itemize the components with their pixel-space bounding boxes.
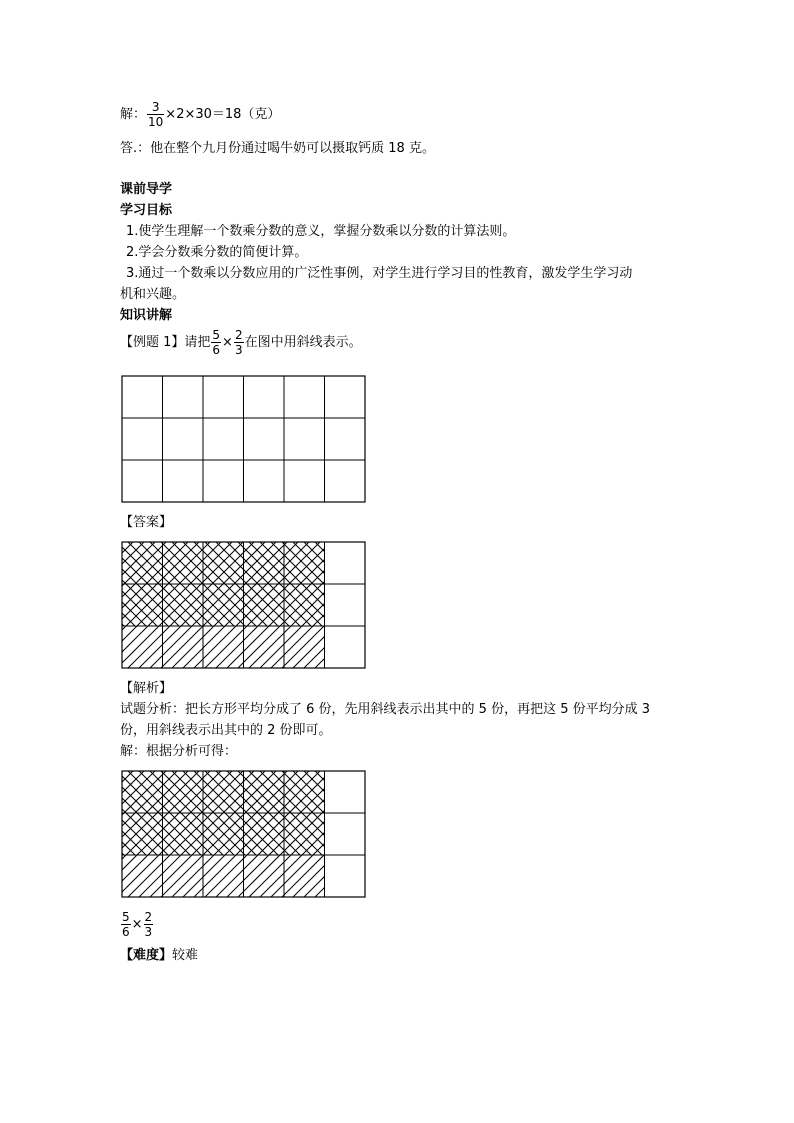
- goals-heading: 学习目标: [120, 203, 173, 218]
- analysis-solution: 解：根据分析可得：: [120, 744, 238, 759]
- analysis-line-1: 试题分析：把长方形平均分成了 6 份，先用斜线表示出其中的 5 份，再把这 5 份平均分成 3: [120, 702, 651, 717]
- solution-expression: ×2×30＝18（克）: [165, 107, 281, 122]
- example-label: 【例题 1】请把: [120, 335, 211, 350]
- empty-grid: [121, 375, 367, 505]
- difficulty-value: 较难: [172, 948, 199, 963]
- fraction-3-10: $\frac{3}{10}$: [148, 100, 164, 129]
- goal-item-3: 3.通过一个数乘以分数应用的广泛性事例，对学生进行学习目的性教育，激发学生学习动: [126, 266, 633, 281]
- difficulty-label: 【难度】: [120, 948, 173, 963]
- analysis-line-2: 份，用斜线表示出其中的 2 份即可。: [120, 723, 332, 738]
- goal-item-3-continued: 机和兴趣。: [120, 287, 186, 302]
- answer-heading: 【答案】: [120, 515, 173, 530]
- intro-solution-line: [120, 100, 280, 129]
- answer-grid: [121, 541, 367, 671]
- final-fraction-2-3: $\frac{2}{3}$: [144, 910, 153, 939]
- final-fraction-5-6: $\frac{5}{6}$: [122, 910, 130, 939]
- final-times-sign: ×: [131, 917, 143, 932]
- times-sign: ×: [222, 335, 233, 350]
- solution-prefix: 解：: [120, 107, 147, 122]
- example-1-question: [120, 328, 362, 357]
- intro-answer: 答.：他在整个九月份通过喝牛奶可以摄取钙质 18 克。: [120, 141, 435, 156]
- preview-heading: 课前导学: [120, 182, 173, 197]
- solution-grid: [121, 770, 367, 900]
- difficulty-line: [120, 947, 198, 965]
- knowledge-heading: 知识讲解: [120, 308, 173, 323]
- analysis-heading: 【解析】: [120, 681, 173, 696]
- fraction-5-6: $\frac{5}{6}$: [212, 328, 221, 357]
- final-expression: [120, 910, 154, 939]
- goal-item-2: 2.学会分数乘分数的简便计算。: [126, 245, 308, 260]
- goal-item-1: 1.使学生理解一个数乘分数的意义，掌握分数乘以分数的计算法则。: [126, 224, 516, 239]
- example-suffix: 在图中用斜线表示。: [244, 335, 362, 350]
- fraction-2-3: $\frac{2}{3}$: [234, 328, 243, 357]
